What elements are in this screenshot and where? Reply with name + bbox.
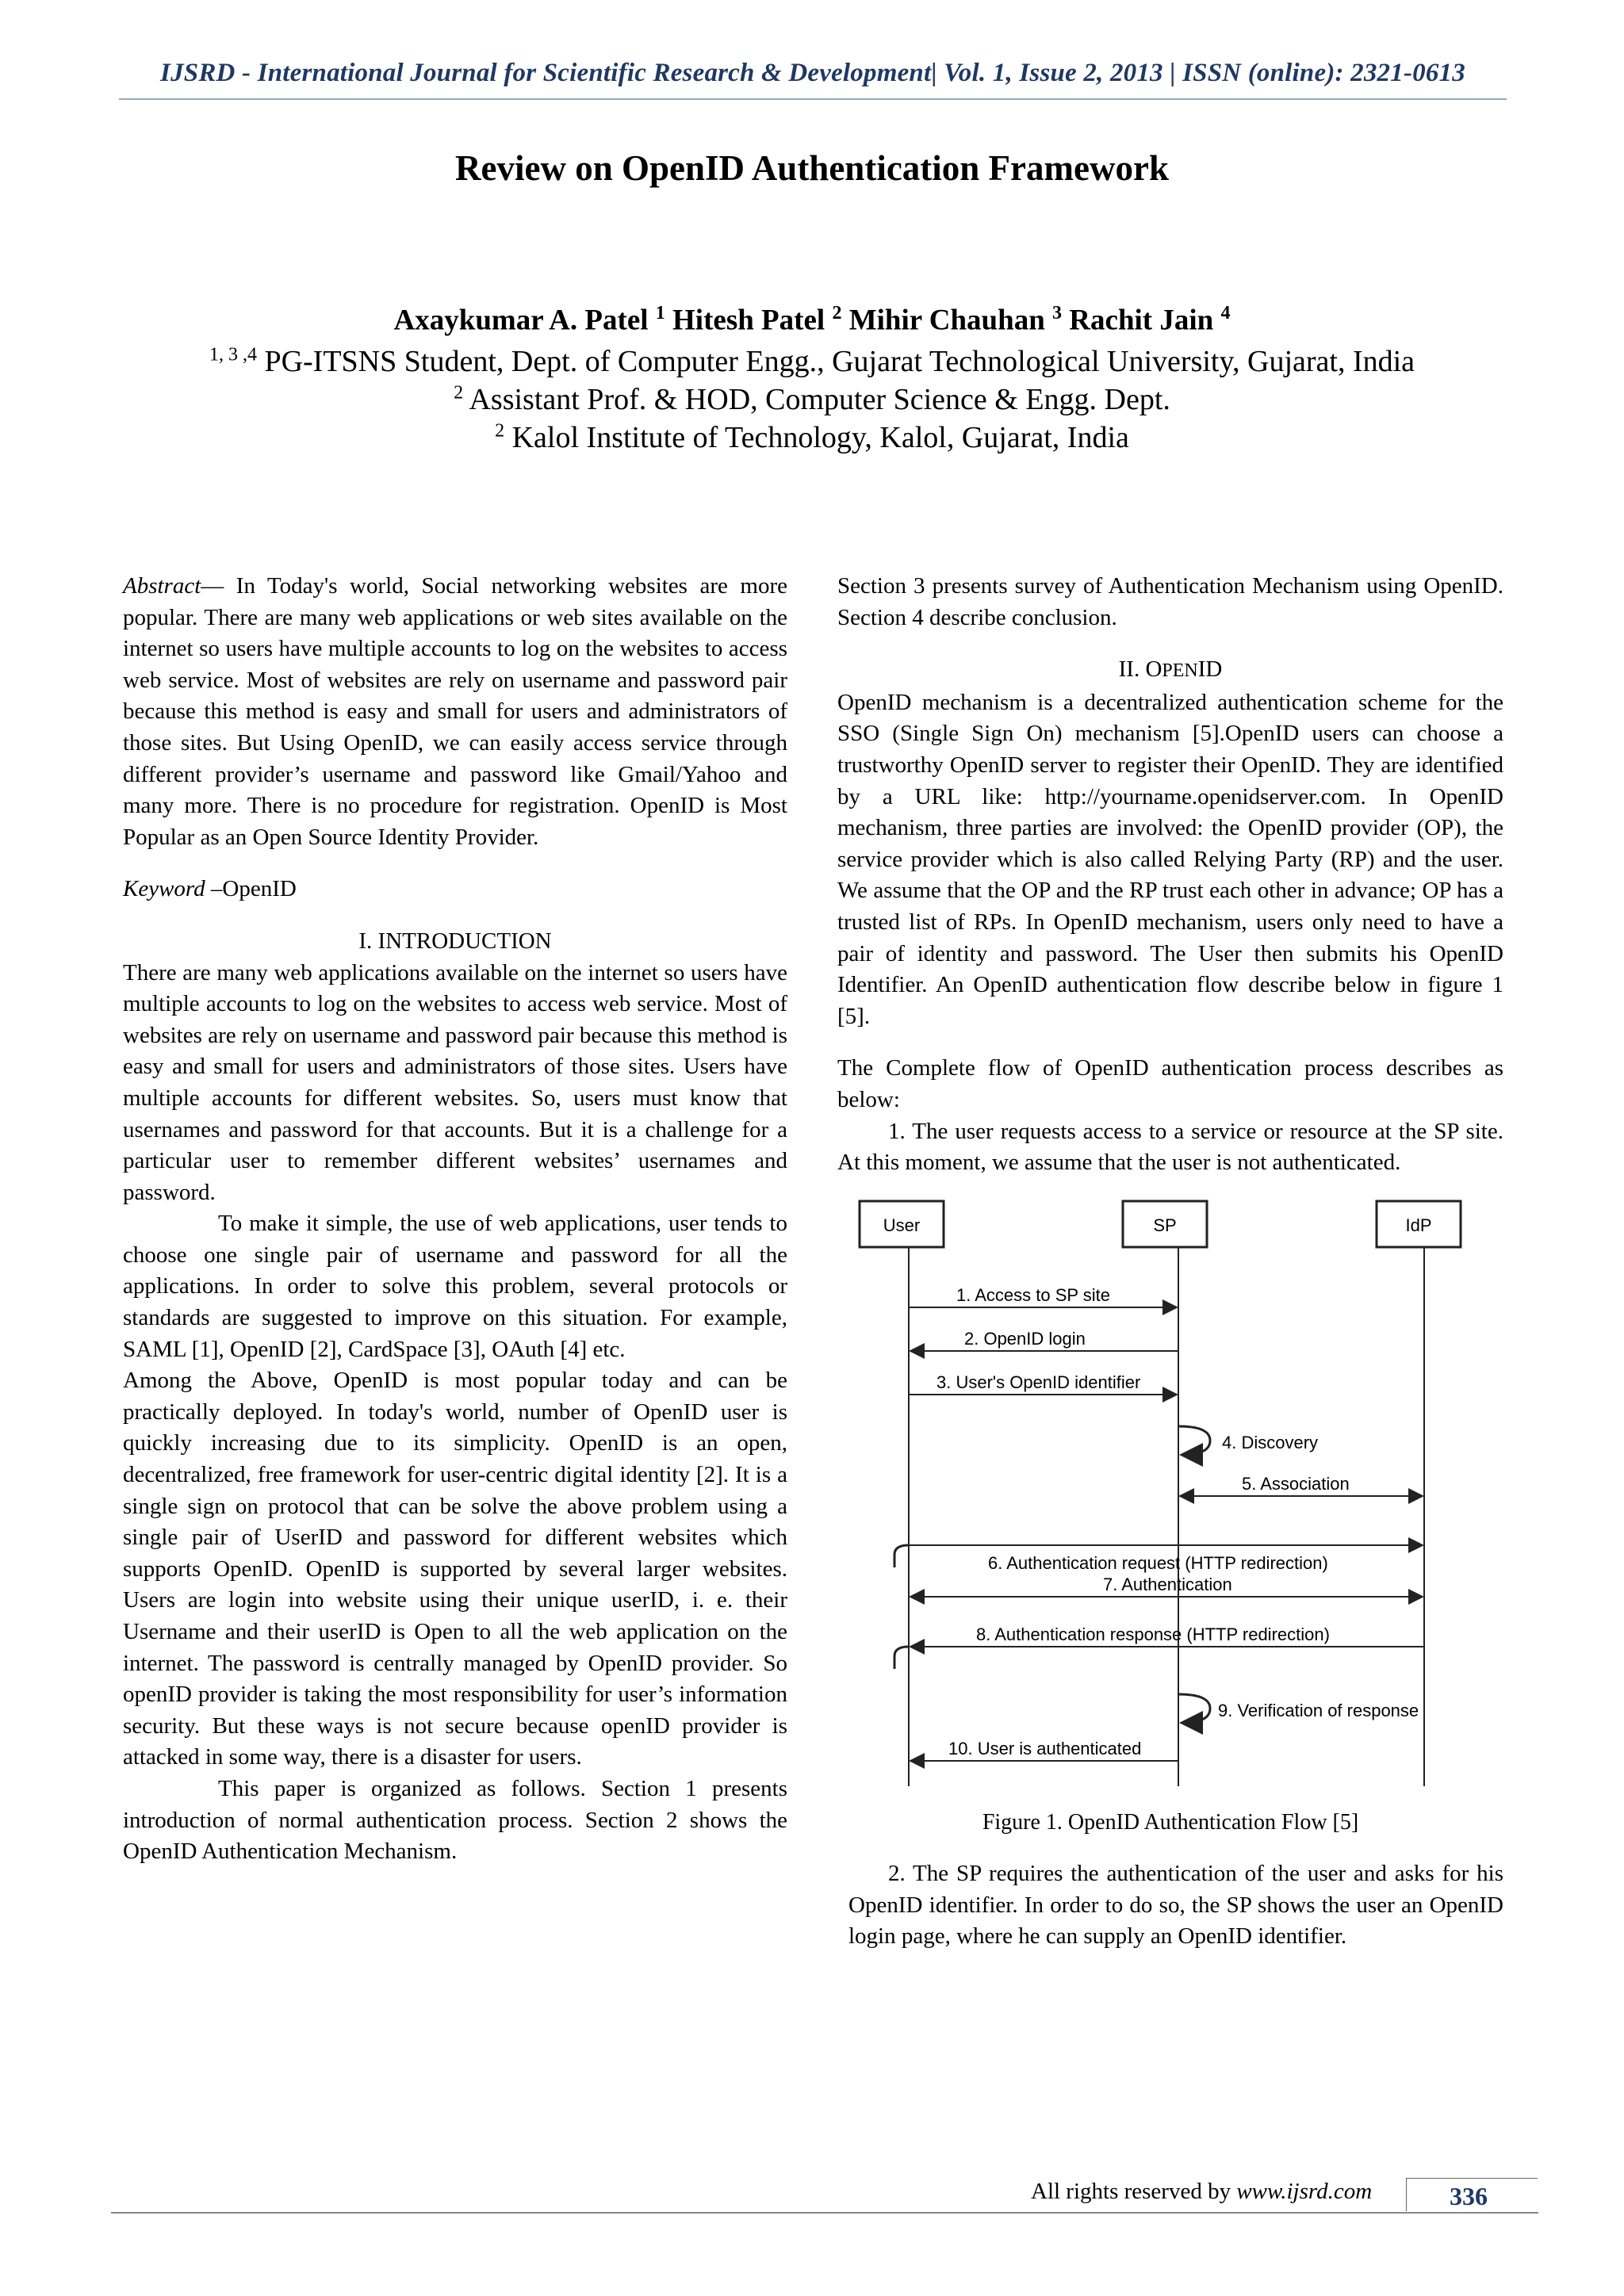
keyword-label: Keyword bbox=[123, 876, 205, 902]
author-name: Mihir Chauhan bbox=[848, 304, 1045, 337]
section-2-paragraph-1: OpenID mechanism is a decentralized authentication scheme for the SSO (Single Sign On) mechanism [5].OpenID users can choose a trustworthy OpenID server to register their OpenID. They are identified by a URL like: http://yourname.openidserver.com. In OpenID mechanism, three parties are involved: the OpenID provider (OP), the service provider which is also called Relying Party (RP) and the user. We assume that the OP and the RP trust each other in advance; OP has a trusted list of RPs. In OpenID mechanism, users only need to have a pair of identity and password. The User then submits his OpenID Identifier. An OpenID authentication flow describe below in figure 1 [5]. bbox=[837, 689, 1503, 1029]
step-2: 2. The SP requires the authentication of the user and asks for his OpenID identifier. In order to do so, the SP shows the user an OpenID login page, where he can supply an OpenID identifier. bbox=[848, 1861, 1503, 1950]
message-label: 9. Verification of response bbox=[1218, 1700, 1419, 1720]
sequence-diagram bbox=[837, 1196, 1503, 1807]
footer-rights-text: All rights reserved by bbox=[1031, 2179, 1237, 2204]
figure-caption: Figure 1. OpenID Authentication Flow [5] bbox=[982, 1809, 1359, 1835]
message-arrow bbox=[1178, 1694, 1210, 1723]
redirect-curve bbox=[894, 1647, 909, 1669]
affiliation-text: Kalol Institute of Technology, Kalol, Gujarat, India bbox=[504, 421, 1129, 454]
intro-heading: I. INTRODUCTION bbox=[358, 928, 552, 954]
affiliation-sup: 2 bbox=[495, 420, 505, 442]
section-2-paragraph-2: The Complete flow of OpenID authentication process describes as below: bbox=[837, 1055, 1503, 1112]
page-number: 336 bbox=[1406, 2178, 1538, 2211]
section-2-heading-number: II. O bbox=[1118, 656, 1162, 683]
actor-label: User bbox=[883, 1215, 921, 1235]
affiliation-line bbox=[0, 420, 1624, 455]
actor-label: IdP bbox=[1405, 1215, 1432, 1235]
openid-flow-figure bbox=[837, 1196, 1503, 1807]
affiliation-sup: 1, 3 ,4 bbox=[209, 344, 257, 365]
paper-title: Review on OpenID Authentication Framework bbox=[455, 148, 1169, 188]
message-label: 1. Access to SP site bbox=[956, 1284, 1111, 1305]
message-label: 10. User is authenticated bbox=[948, 1738, 1142, 1758]
keyword-line bbox=[123, 874, 787, 905]
affiliation-text: PG-ITSNS Student, Dept. of Computer Engg., Gujarat Technological University, Gujarat, India bbox=[256, 345, 1415, 378]
author-line bbox=[0, 303, 1624, 337]
affiliation-text: Assistant Prof. & HOD, Computer Science & Engg. Dept. bbox=[463, 383, 1170, 416]
message-label: 7. Authentication bbox=[1103, 1574, 1232, 1594]
abstract-paragraph bbox=[123, 571, 787, 853]
footer-rule bbox=[111, 2212, 1538, 2214]
footer-rights bbox=[1031, 2179, 1372, 2205]
intro-paragraph-4: This paper is organized as follows. Section 1 presents introduction of normal authentication process. Section 2 shows the OpenID Authentication Mechanism. bbox=[123, 1775, 787, 1865]
author-name: Rachit Jain bbox=[1069, 304, 1214, 337]
author-sup: 2 bbox=[832, 303, 842, 323]
abstract-label: Abstract bbox=[123, 573, 201, 599]
left-column bbox=[123, 571, 787, 1868]
message-label: 3. User's OpenID identifier bbox=[936, 1372, 1141, 1392]
intro-paragraph-3: Among the Above, OpenID is most popular today and can be practically deployed. In today's world, number of OpenID user is quickly increasing due to its simplicity. OpenID is an open, decentralized, free framework for user-centric digital identity [2]. It is a single sign on protocol that can be solve the above problem using a single pair of UserID and password for different websites which supports OpenID. OpenID is supported by several larger websites. Users are login into website using their unique userID, i. e. their Username and their userID is Open to all the web application on the internet. The password is centrally managed by OpenID provider. So openID provider is taking the most responsibility for user’s information security. But these ways is not secure because openID provider is attacked in some way, there is a disaster for users. bbox=[123, 1368, 787, 1770]
message-label: 4. Discovery bbox=[1222, 1432, 1319, 1452]
step-1: 1. The user requests access to a service or resource at the SP site. At this moment, we assume that the user is not authenticated. bbox=[837, 1118, 1503, 1176]
keyword-text: –OpenID bbox=[205, 876, 297, 902]
section-2-heading-end: ID bbox=[1197, 656, 1223, 683]
affiliation-sup: 2 bbox=[454, 382, 464, 404]
message-label: 8. Authentication response (HTTP redirection) bbox=[976, 1624, 1330, 1644]
continued-paragraph: Section 3 presents survey of Authentication Mechanism using OpenID. Section 4 describe conclusion. bbox=[837, 573, 1503, 630]
author-sup: 1 bbox=[655, 303, 665, 323]
redirect-curve bbox=[894, 1545, 909, 1567]
author-sup: 4 bbox=[1220, 303, 1231, 323]
affiliation-line bbox=[0, 382, 1624, 417]
message-label: 5. Association bbox=[1242, 1473, 1350, 1494]
section-2-heading bbox=[837, 654, 1503, 687]
journal-header: IJSRD - International Journal for Scientific Research & Development| Vol. 1, Issue 2, 2013 | ISSN (online): 2321-0613 bbox=[160, 59, 1465, 87]
intro-paragraph-2: To make it simple, the use of web applications, user tends to choose one single pair of username and password for all the applications. In order to solve this problem, several protocols or standards are suggested to improve on this situation. For example, SAML [1], OpenID [2], CardSpace [3], OAuth [4] etc. bbox=[123, 1211, 787, 1362]
message-label: 2. OpenID login bbox=[964, 1328, 1086, 1349]
footer-site-link[interactable]: www.ijsrd.com bbox=[1236, 2179, 1373, 2204]
intro-paragraph-1: There are many web applications available on the internet so users have multiple accounts to log on the websites to access web service. Most of websites are rely on username and password pair because this method is easy and small for users and administrators of those sites. Users have multiple accounts for different websites. So, users must know that usernames and password for that accounts. But it is a challenge for a particular user to remember different websites’ usernames and password. bbox=[123, 959, 787, 1205]
author-sup: 3 bbox=[1052, 303, 1063, 323]
header-rule bbox=[119, 98, 1507, 100]
author-name: Axaykumar A. Patel bbox=[393, 304, 649, 337]
right-column bbox=[837, 571, 1503, 1953]
message-label: 6. Authentication request (HTTP redirection) bbox=[988, 1552, 1328, 1573]
author-name: Hitesh Patel bbox=[672, 304, 825, 337]
abstract-text: — In Today's world, Social networking websites are more popular. There are many web applications or web sites available on the internet so users have multiple accounts to log on the websites to access web service. Most of websites are rely on username and password pair because this method is easy and small for users and administrators of those sites. But Using OpenID, we can easily access service through different provider’s username and password like Gmail/Yahoo and many more. There is no procedure for registration. OpenID is Most Popular as an Open Source Identity Provider. bbox=[123, 573, 787, 850]
message-arrow bbox=[1178, 1426, 1210, 1455]
actor-label: SP bbox=[1153, 1215, 1177, 1235]
affiliation-line bbox=[0, 344, 1624, 379]
section-2-heading-smallcaps: PEN bbox=[1162, 660, 1198, 682]
